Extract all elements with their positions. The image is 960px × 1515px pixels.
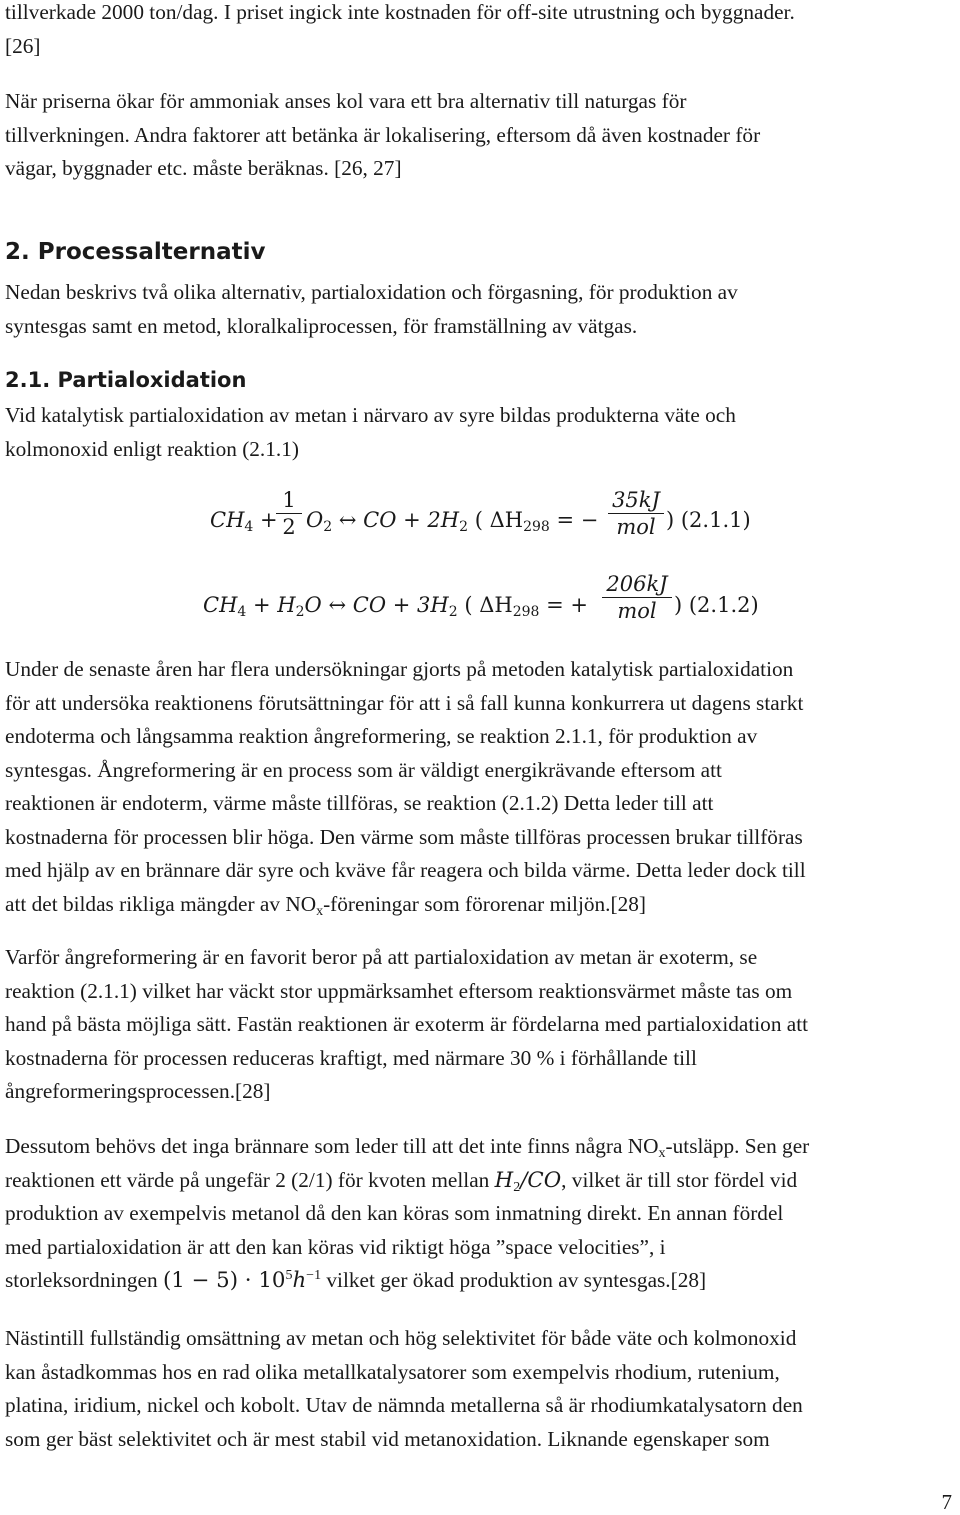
eq-fraction-energy <box>608 488 664 539</box>
eq-delta: ( ΔH <box>464 593 513 617</box>
eq-operator: − <box>580 508 599 532</box>
eq-subscript: 298 <box>523 519 550 535</box>
text-line: platina, iridium, nickel och kobolt. Utav de nämnda metallerna så är rhodiumkatalysatorn den <box>5 1393 803 1417</box>
text-line: reaktionen ett värde på ungefär 2 (2/1) för kvoten mellan $H_2/CO$, vilket är till stor fördel vid <box>5 1167 798 1195</box>
text-line: med partialoxidation är att den kan köras vid riktigt höga ”space velocities”, i <box>5 1234 666 1259</box>
text-line: Varför ångreformering är en favorit beror på att partialoxidation av metan är exoterm, se <box>5 945 758 969</box>
text-line: Dessutom behövs det inga brännare som leder till att det inte finns några $NO_x$-utsläpp. Sen ger <box>5 1134 810 1161</box>
eq-term: CH <box>210 508 245 532</box>
eq-operator: + <box>392 593 411 617</box>
text-line: hand på bästa möjliga sätt. Fastän reaktionen är exoterm är fördelarna med partialoxidation att <box>5 1012 809 1036</box>
fraction-numerator: 35kJ <box>608 488 664 514</box>
paragraph-nastintill <box>5 1322 803 1456</box>
eq-subscript: 2 <box>448 604 458 620</box>
text-line: för att undersöka reaktionens förutsättningar för att i så fall kunna konkurrera ut dagens starkt <box>5 690 804 715</box>
text-line: ångreformeringsprocessen.[28] <box>5 1079 271 1103</box>
text-line: vägar, byggnader etc. måste beräknas. [26, 27] <box>5 156 402 180</box>
eq-arrow: ↔ <box>328 593 347 617</box>
eq-fraction-energy <box>602 572 672 623</box>
text-line: att det bildas rikliga mängder av $NO_x$-föreningar som förorenar miljön.[28] <box>5 891 646 919</box>
text-line: syntesgas. Ångreformering är en process som är väldigt energikrävande eftersom att <box>5 757 722 782</box>
text-line: reaktionen är endoterm, värme måste tillföras, se reaktion (2.1.2) Detta leder till att <box>5 791 714 815</box>
eq-term: 2H <box>427 508 460 532</box>
eq-label: ) (2.1.2) <box>674 593 759 617</box>
eq-term: CH <box>203 593 238 617</box>
eq-subscript: 298 <box>512 604 540 620</box>
eq-operator: + <box>403 508 421 532</box>
text-line: storleksordningen $(1 - 5) \cdot 10^5h^{-1}$ vilket ger ökad produktion av syntesgas.[28] <box>5 1268 707 1293</box>
fraction-denominator: mol <box>617 599 657 623</box>
eq-fraction-half <box>276 488 302 539</box>
paragraph-under <box>5 653 806 921</box>
eq-subscript: 4 <box>244 519 254 535</box>
text-line: kolmonoxid enligt reaktion (2.1.1) <box>5 436 299 461</box>
text-line: tillverkade 2000 ton/dag. I priset ingick inte kostnaden för off-site utrustning och byggnader. <box>5 0 795 24</box>
eq-subscript: 2 <box>295 604 305 620</box>
eq-term: CO <box>352 593 387 617</box>
eq-term: O <box>304 593 322 617</box>
paragraph-section2 <box>5 276 738 343</box>
text-line: [26] <box>5 34 41 58</box>
fraction-numerator: 206kJ <box>602 572 672 598</box>
paragraph-dessutom <box>5 1130 809 1298</box>
text-line: kostnaderna för processen reduceras kraftigt, med närmare 30 % i förhållande till <box>5 1045 697 1070</box>
eq-operator: = <box>546 593 564 617</box>
eq-term: CO <box>363 508 397 532</box>
text-line: produktion av exempelvis metanol då den kan köras som inmatning direkt. En annan fördel <box>5 1201 784 1225</box>
eq-subscript: 2 <box>323 519 333 535</box>
page-number: 7 <box>941 1490 952 1514</box>
eq-subscript: 2 <box>459 519 469 535</box>
paragraph-section21 <box>5 399 736 466</box>
text-line: syntesgas samt en metod, kloralkaliprocessen, för framställning av vätgas. <box>5 313 638 338</box>
eq-operator: + <box>253 593 271 617</box>
paragraph-ammonia <box>5 85 760 186</box>
fraction-denominator: 2 <box>282 515 296 539</box>
eq-operator: + <box>260 508 278 532</box>
paragraph-varfor <box>5 941 808 1109</box>
eq-delta: ( ΔH <box>474 508 524 532</box>
eq-arrow: ↔ <box>338 508 357 532</box>
eq-term: H <box>277 593 296 617</box>
text-line: När priserna ökar för ammoniak anses kol vara ett bra alternativ till naturgas för <box>5 89 687 113</box>
text-line: endoterma och långsamma reaktion ångreformering, se reaktion 2.1.1, för produktion av <box>5 724 758 748</box>
fraction-numerator: 1 <box>276 488 302 514</box>
text-line: Nästintill fullständig omsättning av metan och hög selektivitet för både väte och kolmonoxid <box>5 1326 797 1350</box>
subsection-heading: 2.1. Partialoxidation <box>5 368 247 392</box>
eq-operator: + <box>570 593 589 617</box>
text-line: reaktion (2.1.1) vilket har väckt stor uppmärksamhet eftersom reaktionsvärmet måste tas om <box>5 978 793 1003</box>
text-line: kostnaderna för processen blir höga. Den värme som måste tillföras processen brukar tillföras <box>5 824 803 849</box>
fraction-denominator: mol <box>616 515 656 539</box>
text-line: Nedan beskrivs två olika alternativ, partialoxidation och förgasning, för produktion av <box>5 280 738 304</box>
eq-term: O <box>306 508 324 532</box>
text-line: Under de senaste åren har flera undersökningar gjorts på metoden katalytisk partialoxidation <box>5 657 794 681</box>
eq-label: ) (2.1.1) <box>666 508 751 532</box>
text-line: med hjälp av en brännare där syre och kväve får reagera och bilda värme. Detta leder dock till <box>5 858 806 882</box>
eq-subscript: 4 <box>237 604 247 620</box>
text-line: tillverkningen. Andra faktorer att betänka är lokalisering, eftersom då även kostnader för <box>5 122 761 147</box>
eq-operator: = <box>556 508 575 532</box>
section-heading: 2. Processalternativ <box>5 239 266 265</box>
text-line: Vid katalytisk partialoxidation av metan i närvaro av syre bildas produkterna väte och <box>5 403 736 427</box>
text-line: som ger bäst selektivitet och är mest stabil vid metanoxidation. Liknande egenskaper som <box>5 1426 770 1451</box>
text-line: kan åstadkommas hos en rad olika metallkatalysatorer som exempelvis rhodium, rutenium, <box>5 1359 780 1384</box>
eq-term: 3H <box>417 593 449 617</box>
